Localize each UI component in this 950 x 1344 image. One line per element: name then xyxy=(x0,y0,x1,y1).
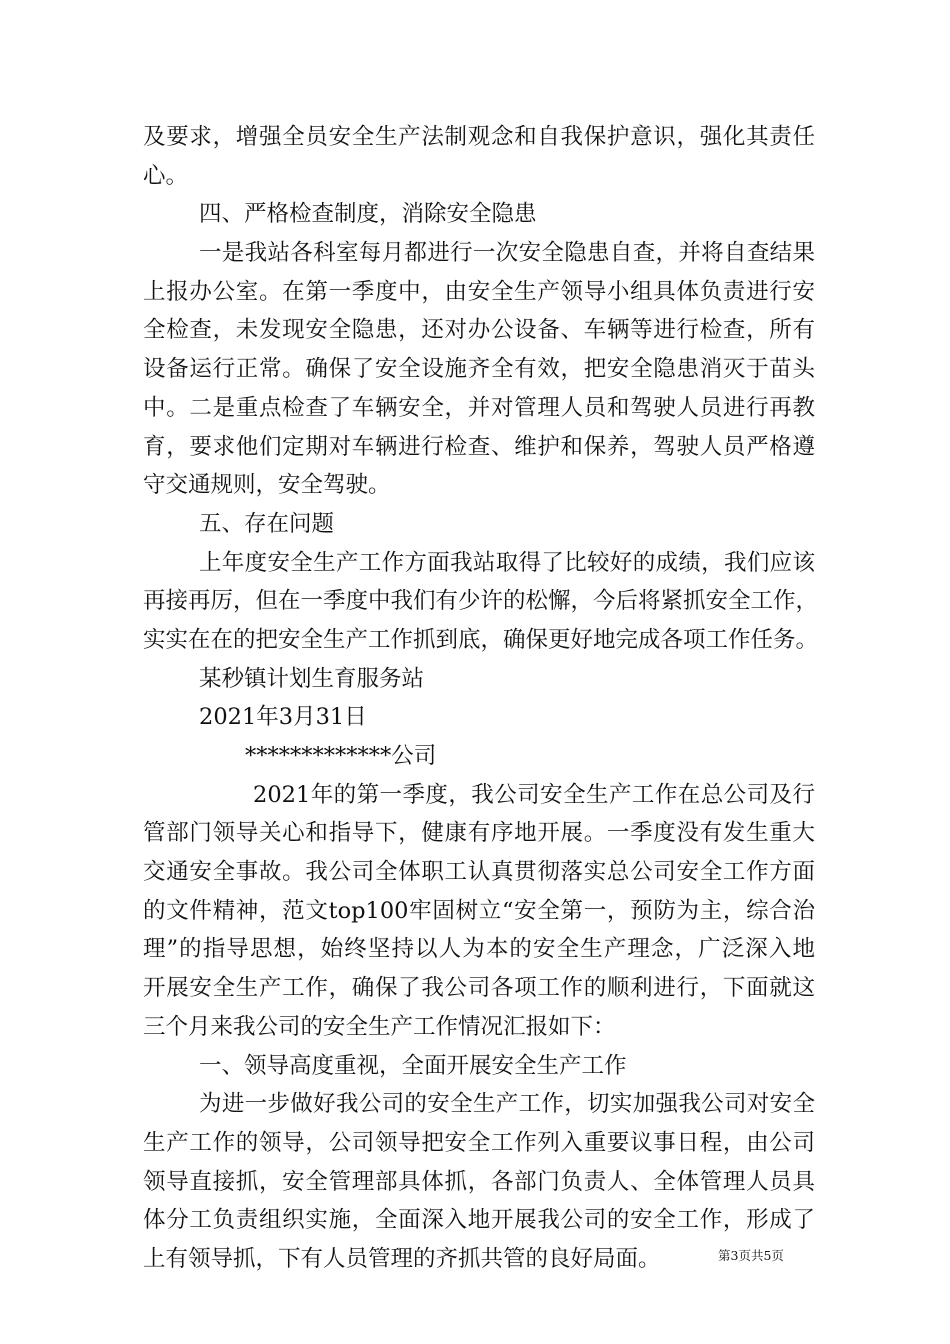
section-heading: 一、领导高度重视，全面开展安全生产工作 xyxy=(199,1052,627,1079)
text-line: 心。 xyxy=(143,162,189,189)
section-heading: 四、严格检查制度，消除安全隐患 xyxy=(199,201,537,228)
text-line: 上年度安全生产工作方面我站取得了比较好的成绩，我们应该 xyxy=(199,549,815,576)
document-body xyxy=(143,118,819,1279)
text-line: 领导直接抓，安全管理部具体抓，各部门负责人、全体管理人员具 xyxy=(143,1168,815,1195)
text-line: 三个月来我公司的安全生产工作情况汇报如下： xyxy=(143,1013,616,1040)
text-line: 守交通规则，安全驾驶。 xyxy=(143,472,391,499)
document-date: 2021年3月31日 xyxy=(199,704,367,731)
text-line: 及要求，增强全员安全生产法制观念和自我保护意识，强化其责任 xyxy=(143,124,815,150)
text-line: 上报办公室。在第一季度中，由安全生产领导小组具体负责进行安 xyxy=(143,278,815,305)
text-line: 育，要求他们定期对车辆进行检查、维护和保养，驾驶人员严格遵 xyxy=(143,433,815,460)
text-line: 开展安全生产工作，确保了我公司各项工作的顺利进行，下面就这 xyxy=(143,975,815,1002)
text-line: 实实在在的把安全生产工作抓到底，确保更好地完成各项工作任务。 xyxy=(143,626,819,653)
text-line: 为进一步做好我公司的安全生产工作，切实加强我公司对安全 xyxy=(199,1091,815,1118)
text-line: 交通安全事故。我公司全体职工认真贯彻落实总公司安全工作方面 xyxy=(143,859,815,886)
text-line: 生产工作的领导，公司领导把安全工作列入重要议事日程，由公司 xyxy=(143,1129,815,1156)
text-line: 管部门领导关心和指导下，健康有序地开展。一季度没有发生重大 xyxy=(143,820,815,847)
text-line: 2021年的第一季度，我公司安全生产工作在总公司及行 xyxy=(253,781,815,808)
section-heading: 五、存在问题 xyxy=(199,510,335,537)
text-line: 的文件精神，范文top100牢固树立“安全第一，预防为主，综合治 xyxy=(143,897,815,924)
text-line: 中。二是重点检查了车辆安全，并对管理人员和驾驶人员进行再教 xyxy=(143,394,815,421)
text-line: 上有领导抓，下有人员管理的齐抓共管的良好局面。 xyxy=(143,1245,661,1272)
page-number: 第3页共5页 xyxy=(718,1248,784,1263)
text-line: 设备运行正常。确保了安全设施齐全有效，把安全隐患消灭于苗头 xyxy=(143,356,815,383)
text-line: 再接再厉，但在一季度中我们有少许的松懈，今后将紧抓安全工作， xyxy=(143,588,819,615)
text-line: 理”的指导思想，始终坚持以人为本的安全生产理念，广泛深入地 xyxy=(143,936,815,963)
company-name: *************公司 xyxy=(245,743,437,769)
organization-signature: 某秒镇计划生育服务站 xyxy=(199,665,425,692)
text-line: 体分工负责组织实施，全面深入地开展我公司的安全工作，形成了 xyxy=(143,1207,815,1234)
text-line: 一是我站各科室每月都进行一次安全隐患自查，并将自查结果 xyxy=(199,240,815,267)
text-line: 全检查，未发现安全隐患，还对办公设备、车辆等进行检查，所有 xyxy=(143,317,815,344)
